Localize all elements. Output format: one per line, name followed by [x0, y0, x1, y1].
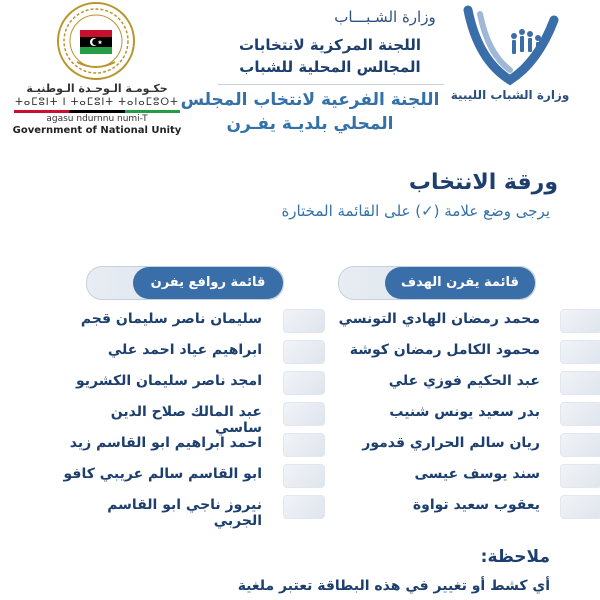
header-divider [218, 84, 444, 85]
candidate-checkbox[interactable] [283, 309, 325, 333]
ministry-name: وزارة الشـبـــاب [334, 8, 436, 26]
flag-stripe-icon [14, 110, 180, 113]
ministry-youth-logo-icon [458, 0, 562, 90]
central-committee-line1: اللجنة المركزية لانتخابات [238, 36, 422, 54]
candidate-checkbox[interactable] [560, 309, 600, 333]
candidate-name: نيروز ناجي ابو القاسم الجربي [107, 497, 262, 529]
candidate-name: احمد ابراهيم ابو القاسم زيد [69, 435, 262, 451]
list-header-label: قائمة روافع يفرن [133, 267, 283, 299]
candidate-checkbox[interactable] [283, 402, 325, 426]
ministry-youth-caption: وزارة الشباب الليبية [450, 88, 570, 102]
candidate-checkbox[interactable] [560, 371, 600, 395]
list-header-label: قائمة يفرن الهدف [385, 267, 535, 299]
candidate-checkbox[interactable] [560, 433, 600, 457]
candidate-checkbox[interactable] [560, 402, 600, 426]
candidate-name: سند يوسف عيسى [414, 466, 540, 482]
government-name-tifinagh: ⵜⴰⵎⵓⵏⵜ ⵏ ⵜⴰⵎⵓⵏⵜ ⵜⴰⵏⴰⵎⵓⵔⵜ [15, 97, 179, 108]
list-header-rawafe-yafren[interactable] [86, 266, 284, 300]
candidate-checkbox[interactable] [560, 340, 600, 364]
candidate-checkbox[interactable] [283, 371, 325, 395]
list-header-yafren-alhadaf[interactable] [338, 266, 536, 300]
candidate-name: عبد الحكيم فوزي علي [388, 373, 540, 389]
note-text: أي كشط أو تغيير في هذه البطاقة تعتبر ملغية [237, 578, 550, 594]
candidate-name: ابو القاسم سالم عريبي كافو [63, 466, 262, 482]
candidate-name: امجد ناصر سليمان الكشريو [76, 373, 262, 389]
central-committee-line2: المجالس المحلية للشباب [239, 58, 421, 76]
ballot-title: ورقة الانتخاب [408, 170, 558, 195]
sub-committee-line2: المحلي بلديـة يفـرن [226, 114, 394, 134]
candidate-name: ابراهيم عياد احمد علي [107, 342, 262, 358]
ballot-instruction: يرجى وضع علامة (✓) على القائمة المختارة [281, 202, 550, 220]
candidate-checkbox[interactable] [283, 495, 325, 519]
government-name-english: Government of National Unity [12, 125, 182, 136]
candidate-checkbox[interactable] [283, 433, 325, 457]
candidate-name: سليمان ناصر سليمان قجم [80, 311, 262, 327]
candidate-checkbox[interactable] [283, 464, 325, 488]
candidate-name: يعقوب سعيد تواوة [412, 497, 540, 513]
sub-committee-line1: اللجنة الفرعية لانتخاب المجلس [180, 90, 440, 110]
candidate-name: عبد المالك صلاح الدين ساسي [110, 404, 262, 436]
candidate-checkbox[interactable] [283, 340, 325, 364]
note-title: ملاحظة: [480, 547, 550, 567]
candidate-name: محمد رمضان الهادي التونسي [338, 311, 540, 327]
government-emblem-icon [55, 0, 137, 82]
candidate-name: ريان سالم الحراري قدمور [362, 435, 540, 451]
candidate-checkbox[interactable] [560, 464, 600, 488]
candidate-name: بدر سعيد يونس شنيب [389, 404, 540, 420]
government-name-arabic: حكـومـة الـوحـدة الـوطنيـة [26, 82, 168, 95]
candidate-checkbox[interactable] [560, 495, 600, 519]
candidate-name: محمود الكامل رمضان كوشة [349, 342, 540, 358]
government-name-transliteration: agasu ndurnnu numi-T [46, 114, 148, 124]
